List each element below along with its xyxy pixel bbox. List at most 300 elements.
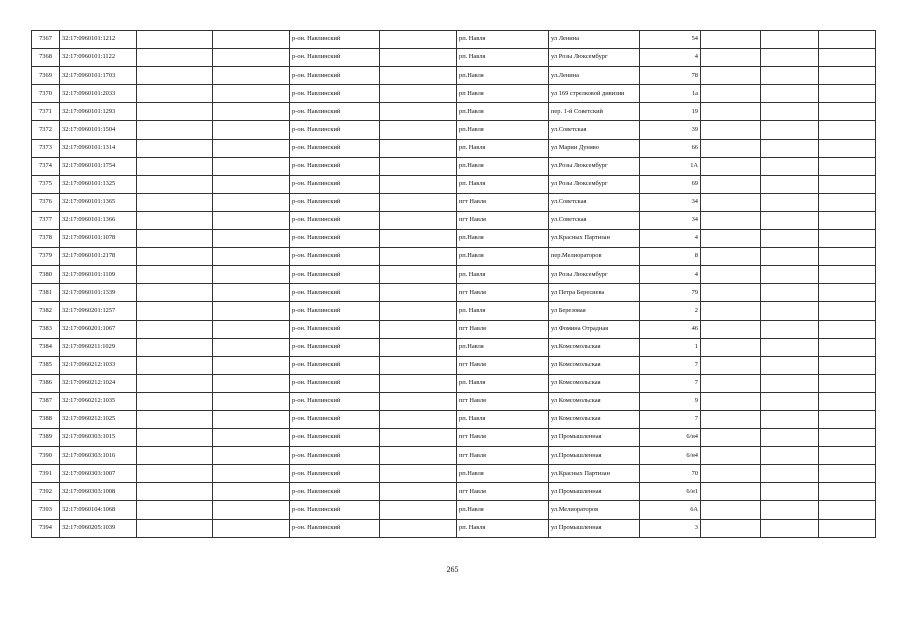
empty-cell xyxy=(761,266,819,284)
district-cell: р-он. Навлинский xyxy=(290,465,380,483)
empty-cell xyxy=(137,429,213,447)
cadastral-number-cell: 32:17:0960303:1015 xyxy=(60,429,137,447)
district-cell: р-он. Навлинский xyxy=(290,49,380,67)
empty-cell xyxy=(137,320,213,338)
empty-cell xyxy=(137,67,213,85)
empty-cell xyxy=(761,392,819,410)
empty-cell xyxy=(380,483,457,501)
cadastral-number-cell: 32:17:0960101:1365 xyxy=(60,193,137,211)
district-cell: р-он. Навлинский xyxy=(290,429,380,447)
empty-cell xyxy=(701,284,761,302)
locality-cell: рп. Навля xyxy=(457,519,549,537)
house-number-cell: 6/н4 xyxy=(640,429,701,447)
empty-cell xyxy=(701,211,761,229)
empty-cell xyxy=(701,410,761,428)
empty-cell xyxy=(761,320,819,338)
cadastral-number-cell: 32:17:0960212:1033 xyxy=(60,356,137,374)
empty-cell xyxy=(213,284,290,302)
row-number-cell: 7375 xyxy=(32,175,60,193)
empty-cell xyxy=(380,356,457,374)
cadastral-number-cell: 32:17:0960101:2178 xyxy=(60,248,137,266)
district-cell: р-он. Навлинский xyxy=(290,175,380,193)
row-number-cell: 7385 xyxy=(32,356,60,374)
empty-cell xyxy=(380,85,457,103)
empty-cell xyxy=(380,139,457,157)
empty-cell xyxy=(213,302,290,320)
empty-cell xyxy=(380,193,457,211)
table-body xyxy=(32,31,876,538)
street-cell: ул.Комсомольская xyxy=(549,338,640,356)
house-number-cell: 78 xyxy=(640,67,701,85)
table-row xyxy=(32,211,876,229)
table-row xyxy=(32,483,876,501)
empty-cell xyxy=(701,193,761,211)
empty-cell xyxy=(761,374,819,392)
house-number-cell: 6/н4 xyxy=(640,447,701,465)
table-row xyxy=(32,356,876,374)
empty-cell xyxy=(761,175,819,193)
cadastral-number-cell: 32:17:0960101:1293 xyxy=(60,103,137,121)
table-row xyxy=(32,320,876,338)
empty-cell xyxy=(819,320,876,338)
empty-cell xyxy=(137,121,213,139)
table-row xyxy=(32,248,876,266)
empty-cell xyxy=(137,103,213,121)
locality-cell: рп.Навля xyxy=(457,501,549,519)
empty-cell xyxy=(761,85,819,103)
empty-cell xyxy=(380,302,457,320)
cadastral-number-cell: 32:17:0960211:1029 xyxy=(60,338,137,356)
empty-cell xyxy=(819,429,876,447)
empty-cell xyxy=(213,85,290,103)
empty-cell xyxy=(380,248,457,266)
street-cell: ул.Советская xyxy=(549,193,640,211)
district-cell: р-он. Навлинский xyxy=(290,447,380,465)
empty-cell xyxy=(213,67,290,85)
table-row xyxy=(32,31,876,49)
empty-cell xyxy=(380,465,457,483)
empty-cell xyxy=(380,49,457,67)
empty-cell xyxy=(819,374,876,392)
district-cell: р-он. Навлинский xyxy=(290,193,380,211)
empty-cell xyxy=(701,85,761,103)
table-row xyxy=(32,121,876,139)
empty-cell xyxy=(213,139,290,157)
cadastral-number-cell: 32:17:0960212:1024 xyxy=(60,374,137,392)
locality-cell: рп.Навля xyxy=(457,103,549,121)
row-number-cell: 7394 xyxy=(32,519,60,537)
empty-cell xyxy=(137,230,213,248)
table-row xyxy=(32,447,876,465)
street-cell: пер.Мелиораторов xyxy=(549,248,640,266)
empty-cell xyxy=(761,139,819,157)
row-number-cell: 7379 xyxy=(32,248,60,266)
cadastral-number-cell: 32:17:0960101:1366 xyxy=(60,211,137,229)
empty-cell xyxy=(380,410,457,428)
empty-cell xyxy=(701,248,761,266)
empty-cell xyxy=(380,230,457,248)
house-number-cell: 1а xyxy=(640,85,701,103)
empty-cell xyxy=(213,392,290,410)
cadastral-number-cell: 32:17:0960201:1067 xyxy=(60,320,137,338)
empty-cell xyxy=(380,157,457,175)
district-cell: р-он. Навлинский xyxy=(290,230,380,248)
empty-cell xyxy=(701,429,761,447)
cadastral-number-cell: 32:17:0960101:1504 xyxy=(60,121,137,139)
district-cell: р-он. Навлинский xyxy=(290,211,380,229)
cadastral-number-cell: 32:17:0960104:1068 xyxy=(60,501,137,519)
empty-cell xyxy=(819,302,876,320)
house-number-cell: 7 xyxy=(640,374,701,392)
locality-cell: рп Навля xyxy=(457,85,549,103)
empty-cell xyxy=(380,103,457,121)
empty-cell xyxy=(761,429,819,447)
empty-cell xyxy=(213,410,290,428)
empty-cell xyxy=(819,139,876,157)
empty-cell xyxy=(213,248,290,266)
house-number-cell: 7 xyxy=(640,356,701,374)
table-row xyxy=(32,338,876,356)
empty-cell xyxy=(213,519,290,537)
district-cell: р-он. Навлинский xyxy=(290,483,380,501)
table-row xyxy=(32,103,876,121)
empty-cell xyxy=(380,447,457,465)
empty-cell xyxy=(137,519,213,537)
locality-cell: рп.Навля xyxy=(457,465,549,483)
table-row xyxy=(32,302,876,320)
empty-cell xyxy=(213,175,290,193)
street-cell: ул 169 стрелковой дивизии xyxy=(549,85,640,103)
empty-cell xyxy=(701,465,761,483)
cadastral-number-cell: 32:17:0960205:1039 xyxy=(60,519,137,537)
empty-cell xyxy=(380,31,457,49)
district-cell: р-он. Навлинский xyxy=(290,139,380,157)
empty-cell xyxy=(701,320,761,338)
street-cell: ул Фомина Отрадная xyxy=(549,320,640,338)
empty-cell xyxy=(819,49,876,67)
locality-cell: пгт Навля xyxy=(457,356,549,374)
street-cell: ул.Красных Партизан xyxy=(549,230,640,248)
locality-cell: рп. Навля xyxy=(457,49,549,67)
empty-cell xyxy=(819,211,876,229)
district-cell: р-он. Навлинский xyxy=(290,320,380,338)
empty-cell xyxy=(137,139,213,157)
empty-cell xyxy=(819,193,876,211)
empty-cell xyxy=(701,519,761,537)
row-number-cell: 7383 xyxy=(32,320,60,338)
house-number-cell: 4 xyxy=(640,230,701,248)
empty-cell xyxy=(819,121,876,139)
street-cell: пер. 1-й Советский xyxy=(549,103,640,121)
empty-cell xyxy=(819,483,876,501)
street-cell: ул.Советская xyxy=(549,211,640,229)
empty-cell xyxy=(380,374,457,392)
empty-cell xyxy=(701,139,761,157)
empty-cell xyxy=(213,483,290,501)
empty-cell xyxy=(761,49,819,67)
empty-cell xyxy=(380,211,457,229)
empty-cell xyxy=(213,157,290,175)
empty-cell xyxy=(380,320,457,338)
row-number-cell: 7367 xyxy=(32,31,60,49)
empty-cell xyxy=(761,211,819,229)
locality-cell: рп.Навля xyxy=(457,338,549,356)
cadastral-number-cell: 32:17:0960101:1703 xyxy=(60,67,137,85)
empty-cell xyxy=(761,356,819,374)
table-row xyxy=(32,157,876,175)
locality-cell: рп. Навля xyxy=(457,175,549,193)
street-cell: ул Промышленная xyxy=(549,483,640,501)
table-row xyxy=(32,392,876,410)
street-cell: ул Петра Бересиева xyxy=(549,284,640,302)
row-number-cell: 7392 xyxy=(32,483,60,501)
row-number-cell: 7387 xyxy=(32,392,60,410)
cadastral-number-cell: 32:17:0960212:1035 xyxy=(60,392,137,410)
empty-cell xyxy=(701,121,761,139)
district-cell: р-он. Навлинский xyxy=(290,85,380,103)
table-row xyxy=(32,266,876,284)
empty-cell xyxy=(380,519,457,537)
house-number-cell: 6А xyxy=(640,501,701,519)
district-cell: р-он. Навлинский xyxy=(290,374,380,392)
empty-cell xyxy=(819,266,876,284)
empty-cell xyxy=(137,302,213,320)
street-cell: ул Березовая xyxy=(549,302,640,320)
empty-cell xyxy=(701,49,761,67)
empty-cell xyxy=(213,374,290,392)
empty-cell xyxy=(380,175,457,193)
house-number-cell: 46 xyxy=(640,320,701,338)
empty-cell xyxy=(819,67,876,85)
street-cell: ул.Советская xyxy=(549,121,640,139)
house-number-cell: 19 xyxy=(640,103,701,121)
empty-cell xyxy=(761,465,819,483)
empty-cell xyxy=(819,103,876,121)
house-number-cell: 3 xyxy=(640,519,701,537)
district-cell: р-он. Навлинский xyxy=(290,302,380,320)
empty-cell xyxy=(761,302,819,320)
street-cell: ул.Розы Люксембург xyxy=(549,157,640,175)
cadastral-number-cell: 32:17:0960101:1122 xyxy=(60,49,137,67)
empty-cell xyxy=(213,230,290,248)
empty-cell xyxy=(701,175,761,193)
row-number-cell: 7370 xyxy=(32,85,60,103)
district-cell: р-он. Навлинский xyxy=(290,67,380,85)
empty-cell xyxy=(213,447,290,465)
empty-cell xyxy=(380,266,457,284)
street-cell: ул Марии Дуняво xyxy=(549,139,640,157)
empty-cell xyxy=(137,483,213,501)
empty-cell xyxy=(380,121,457,139)
empty-cell xyxy=(137,410,213,428)
table-row xyxy=(32,410,876,428)
locality-cell: пгт Навля xyxy=(457,447,549,465)
house-number-cell: 4 xyxy=(640,266,701,284)
row-number-cell: 7372 xyxy=(32,121,60,139)
empty-cell xyxy=(761,410,819,428)
empty-cell xyxy=(380,429,457,447)
empty-cell xyxy=(137,193,213,211)
table-row xyxy=(32,501,876,519)
empty-cell xyxy=(137,374,213,392)
street-cell: ул.Ленина xyxy=(549,67,640,85)
row-number-cell: 7393 xyxy=(32,501,60,519)
empty-cell xyxy=(137,338,213,356)
street-cell: ул.Промышленная xyxy=(549,447,640,465)
cadastral-number-cell: 32:17:0960101:1212 xyxy=(60,31,137,49)
empty-cell xyxy=(137,248,213,266)
cadastral-number-cell: 32:17:0960101:1339 xyxy=(60,284,137,302)
empty-cell xyxy=(819,356,876,374)
row-number-cell: 7380 xyxy=(32,266,60,284)
street-cell: ул Розы Люксембург xyxy=(549,266,640,284)
empty-cell xyxy=(701,266,761,284)
cadastral-number-cell: 32:17:0960201:1257 xyxy=(60,302,137,320)
row-number-cell: 7376 xyxy=(32,193,60,211)
empty-cell xyxy=(137,266,213,284)
house-number-cell: 39 xyxy=(640,121,701,139)
street-cell: ул.Красных Партизан xyxy=(549,465,640,483)
empty-cell xyxy=(137,392,213,410)
house-number-cell: 4 xyxy=(640,49,701,67)
street-cell: ул Комсомольская xyxy=(549,356,640,374)
cadastral-number-cell: 32:17:0960101:1109 xyxy=(60,266,137,284)
locality-cell: рп. Навля xyxy=(457,302,549,320)
locality-cell: рп.Навля xyxy=(457,67,549,85)
cadastral-number-cell: 32:17:0960212:1025 xyxy=(60,410,137,428)
row-number-cell: 7382 xyxy=(32,302,60,320)
empty-cell xyxy=(137,49,213,67)
district-cell: р-он. Навлинский xyxy=(290,248,380,266)
empty-cell xyxy=(137,211,213,229)
empty-cell xyxy=(819,85,876,103)
cadastral-number-cell: 32:17:0960101:2033 xyxy=(60,85,137,103)
cadastral-number-cell: 32:17:0960303:1007 xyxy=(60,465,137,483)
district-cell: р-он. Навлинский xyxy=(290,31,380,49)
empty-cell xyxy=(761,447,819,465)
empty-cell xyxy=(819,175,876,193)
empty-cell xyxy=(761,157,819,175)
empty-cell xyxy=(761,483,819,501)
locality-cell: пгт Навля xyxy=(457,193,549,211)
street-cell: ул.Мелиораторов xyxy=(549,501,640,519)
cadastral-number-cell: 32:17:0960303:1008 xyxy=(60,483,137,501)
empty-cell xyxy=(380,392,457,410)
empty-cell xyxy=(819,157,876,175)
locality-cell: пгт Навля xyxy=(457,483,549,501)
empty-cell xyxy=(701,483,761,501)
street-cell: ул Комсомольская xyxy=(549,374,640,392)
street-cell: ул Розы Люксембург xyxy=(549,175,640,193)
district-cell: р-он. Навлинский xyxy=(290,284,380,302)
row-number-cell: 7371 xyxy=(32,103,60,121)
empty-cell xyxy=(819,230,876,248)
house-number-cell: 8 xyxy=(640,248,701,266)
row-number-cell: 7386 xyxy=(32,374,60,392)
house-number-cell: 66 xyxy=(640,139,701,157)
table-row xyxy=(32,429,876,447)
house-number-cell: 34 xyxy=(640,193,701,211)
empty-cell xyxy=(213,211,290,229)
house-number-cell: 34 xyxy=(640,211,701,229)
empty-cell xyxy=(819,392,876,410)
empty-cell xyxy=(761,67,819,85)
empty-cell xyxy=(137,157,213,175)
records-table xyxy=(31,30,876,538)
empty-cell xyxy=(213,103,290,121)
empty-cell xyxy=(701,31,761,49)
row-number-cell: 7369 xyxy=(32,67,60,85)
locality-cell: рп. Навля xyxy=(457,266,549,284)
locality-cell: пгт Навля xyxy=(457,284,549,302)
empty-cell xyxy=(761,103,819,121)
empty-cell xyxy=(701,447,761,465)
table-row xyxy=(32,139,876,157)
empty-cell xyxy=(380,501,457,519)
cadastral-number-cell: 32:17:0960101:1325 xyxy=(60,175,137,193)
street-cell: ул Комсомольская xyxy=(549,410,640,428)
empty-cell xyxy=(701,67,761,85)
house-number-cell: 9 xyxy=(640,392,701,410)
table-row xyxy=(32,465,876,483)
empty-cell xyxy=(701,374,761,392)
empty-cell xyxy=(380,338,457,356)
house-number-cell: 6/н1 xyxy=(640,483,701,501)
table-row xyxy=(32,519,876,537)
locality-cell: пгт Навля xyxy=(457,392,549,410)
row-number-cell: 7388 xyxy=(32,410,60,428)
table-row xyxy=(32,284,876,302)
house-number-cell: 54 xyxy=(640,31,701,49)
locality-cell: рп. Навля xyxy=(457,374,549,392)
district-cell: р-он. Навлинский xyxy=(290,356,380,374)
page-number: 265 xyxy=(446,565,459,574)
house-number-cell: 69 xyxy=(640,175,701,193)
empty-cell xyxy=(819,31,876,49)
cadastral-number-cell: 32:17:0960101:1754 xyxy=(60,157,137,175)
cadastral-number-cell: 32:17:0960101:1314 xyxy=(60,139,137,157)
table-row xyxy=(32,193,876,211)
table-row xyxy=(32,49,876,67)
empty-cell xyxy=(701,103,761,121)
empty-cell xyxy=(213,501,290,519)
empty-cell xyxy=(137,284,213,302)
locality-cell: рп.Навля xyxy=(457,121,549,139)
empty-cell xyxy=(213,338,290,356)
district-cell: р-он. Навлинский xyxy=(290,266,380,284)
empty-cell xyxy=(701,356,761,374)
empty-cell xyxy=(701,501,761,519)
empty-cell xyxy=(701,338,761,356)
street-cell: ул Промышленная xyxy=(549,429,640,447)
house-number-cell: 70 xyxy=(640,465,701,483)
empty-cell xyxy=(761,284,819,302)
empty-cell xyxy=(761,501,819,519)
table-row xyxy=(32,374,876,392)
empty-cell xyxy=(213,49,290,67)
district-cell: р-он. Навлинский xyxy=(290,157,380,175)
empty-cell xyxy=(213,266,290,284)
street-cell: ул Розы Люксембург xyxy=(549,49,640,67)
empty-cell xyxy=(761,519,819,537)
empty-cell xyxy=(701,392,761,410)
empty-cell xyxy=(819,447,876,465)
district-cell: р-он. Навлинский xyxy=(290,501,380,519)
empty-cell xyxy=(761,338,819,356)
district-cell: р-он. Навлинский xyxy=(290,103,380,121)
empty-cell xyxy=(213,193,290,211)
table-row xyxy=(32,175,876,193)
